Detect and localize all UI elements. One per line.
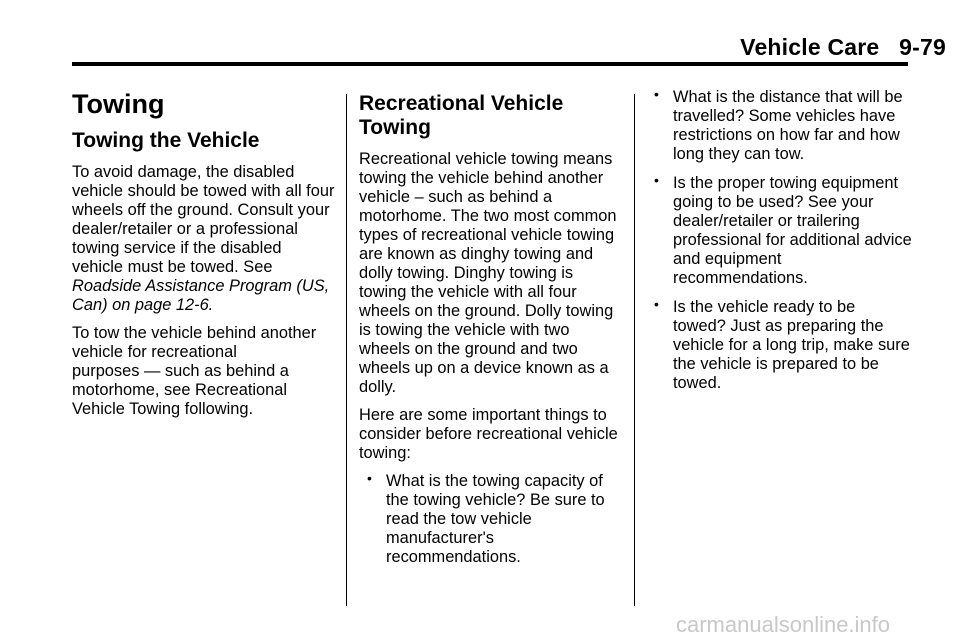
- bullet-towing-capacity: [359, 472, 627, 567]
- line: read the tow vehicle: [386, 510, 532, 528]
- bullet-icon: •: [654, 296, 659, 312]
- column-divider-left: [346, 94, 347, 606]
- line: recommendations.: [386, 548, 521, 566]
- line: vehicle should be towed with all four: [72, 182, 335, 200]
- line: towed? Just as preparing the: [673, 317, 884, 335]
- line: travelled? Some vehicles have: [673, 107, 896, 125]
- paragraph-recreational-towing: [359, 150, 627, 397]
- line: towing the vehicle with all four: [359, 283, 577, 301]
- line: wheels on the ground. Dolly towing: [359, 302, 614, 320]
- line: wheels on the ground and two: [359, 340, 578, 358]
- line: motorhome. The two most common: [359, 207, 617, 225]
- line: wheels up on a device known as a: [359, 359, 609, 377]
- line: Here are some important things to: [359, 406, 607, 424]
- line: What is the distance that will be: [673, 88, 903, 106]
- paragraph-tow-behind: [72, 324, 338, 419]
- line: Is the proper towing equipment: [673, 174, 899, 192]
- column-3: [646, 88, 916, 403]
- line: vehicle for recreational: [72, 343, 237, 361]
- line: dealer/retailer or a professional: [72, 220, 298, 238]
- page-header-title: Vehicle Care 9-79: [740, 34, 946, 60]
- line: To tow the vehicle behind another: [72, 324, 317, 342]
- subsection-heading-towing-the-vehicle: Towing the Vehicle: [72, 129, 260, 152]
- line: and equipment: [673, 250, 782, 268]
- link-roadside-assistance[interactable]: [72, 277, 338, 315]
- line: vehicle – such as behind a: [359, 188, 553, 206]
- paragraph-avoid-damage: [72, 163, 338, 315]
- line: types of recreational vehicle towing: [359, 226, 615, 244]
- line: Vehicle Towing following.: [72, 400, 254, 418]
- line: dolly towing. Dinghy towing is: [359, 264, 574, 282]
- column-1: [72, 88, 338, 428]
- bullet-equipment: [646, 174, 916, 288]
- line: is towing the vehicle with two: [359, 321, 570, 339]
- line: consider before recreational vehicle: [359, 425, 618, 443]
- header-rule: [72, 62, 908, 66]
- link-line: Roadside Assistance Program (US,: [72, 277, 330, 295]
- line: towing service if the disabled: [72, 239, 282, 257]
- heading-line: Recreational Vehicle: [359, 92, 564, 115]
- column-divider-right: [634, 94, 635, 606]
- line: dolly.: [359, 378, 397, 396]
- line: Is the vehicle ready to be: [673, 298, 856, 316]
- paragraph-important-things: [359, 406, 627, 463]
- line: professional for additional advice: [673, 231, 912, 249]
- line: wheels off the ground. Consult your: [72, 201, 330, 219]
- line: long they can tow.: [673, 145, 805, 163]
- line: recommendations.: [673, 269, 808, 287]
- line: purposes — such as behind a: [72, 362, 289, 380]
- line: the towing vehicle? Be sure to: [386, 491, 605, 509]
- line: To avoid damage, the disabled: [72, 163, 295, 181]
- bullet-distance: [646, 88, 916, 164]
- column-2: [359, 88, 627, 577]
- section-heading-recreational-vehicle-towing: [359, 92, 627, 140]
- bullet-icon: •: [367, 470, 372, 486]
- bullet-icon: •: [654, 172, 659, 188]
- line: dealer/retailer or trailering: [673, 212, 860, 230]
- line: are known as dinghy towing and: [359, 245, 594, 263]
- line: restrictions on how far and how: [673, 126, 900, 144]
- line: towing the vehicle behind another: [359, 169, 604, 187]
- line: motorhome, see Recreational: [72, 381, 288, 399]
- line: towing:: [359, 444, 411, 462]
- link-line: Can) on page 12-6.: [72, 296, 214, 314]
- line: manufacturer's: [386, 529, 494, 547]
- bullet-icon: •: [654, 86, 659, 102]
- line: towed.: [673, 374, 722, 392]
- line: vehicle for a long trip, make sure: [673, 336, 910, 354]
- bullet-vehicle-ready: [646, 298, 916, 393]
- watermark: carmanualsonline.info: [676, 612, 891, 637]
- line: vehicle must be towed. See: [72, 258, 273, 276]
- heading-line: Towing: [359, 116, 431, 139]
- section-heading-towing: Towing: [72, 89, 165, 119]
- line: What is the towing capacity of: [386, 472, 603, 490]
- line: the vehicle is prepared to be: [673, 355, 879, 373]
- line: Recreational vehicle towing means: [359, 150, 613, 168]
- line: going to be used? See your: [673, 193, 874, 211]
